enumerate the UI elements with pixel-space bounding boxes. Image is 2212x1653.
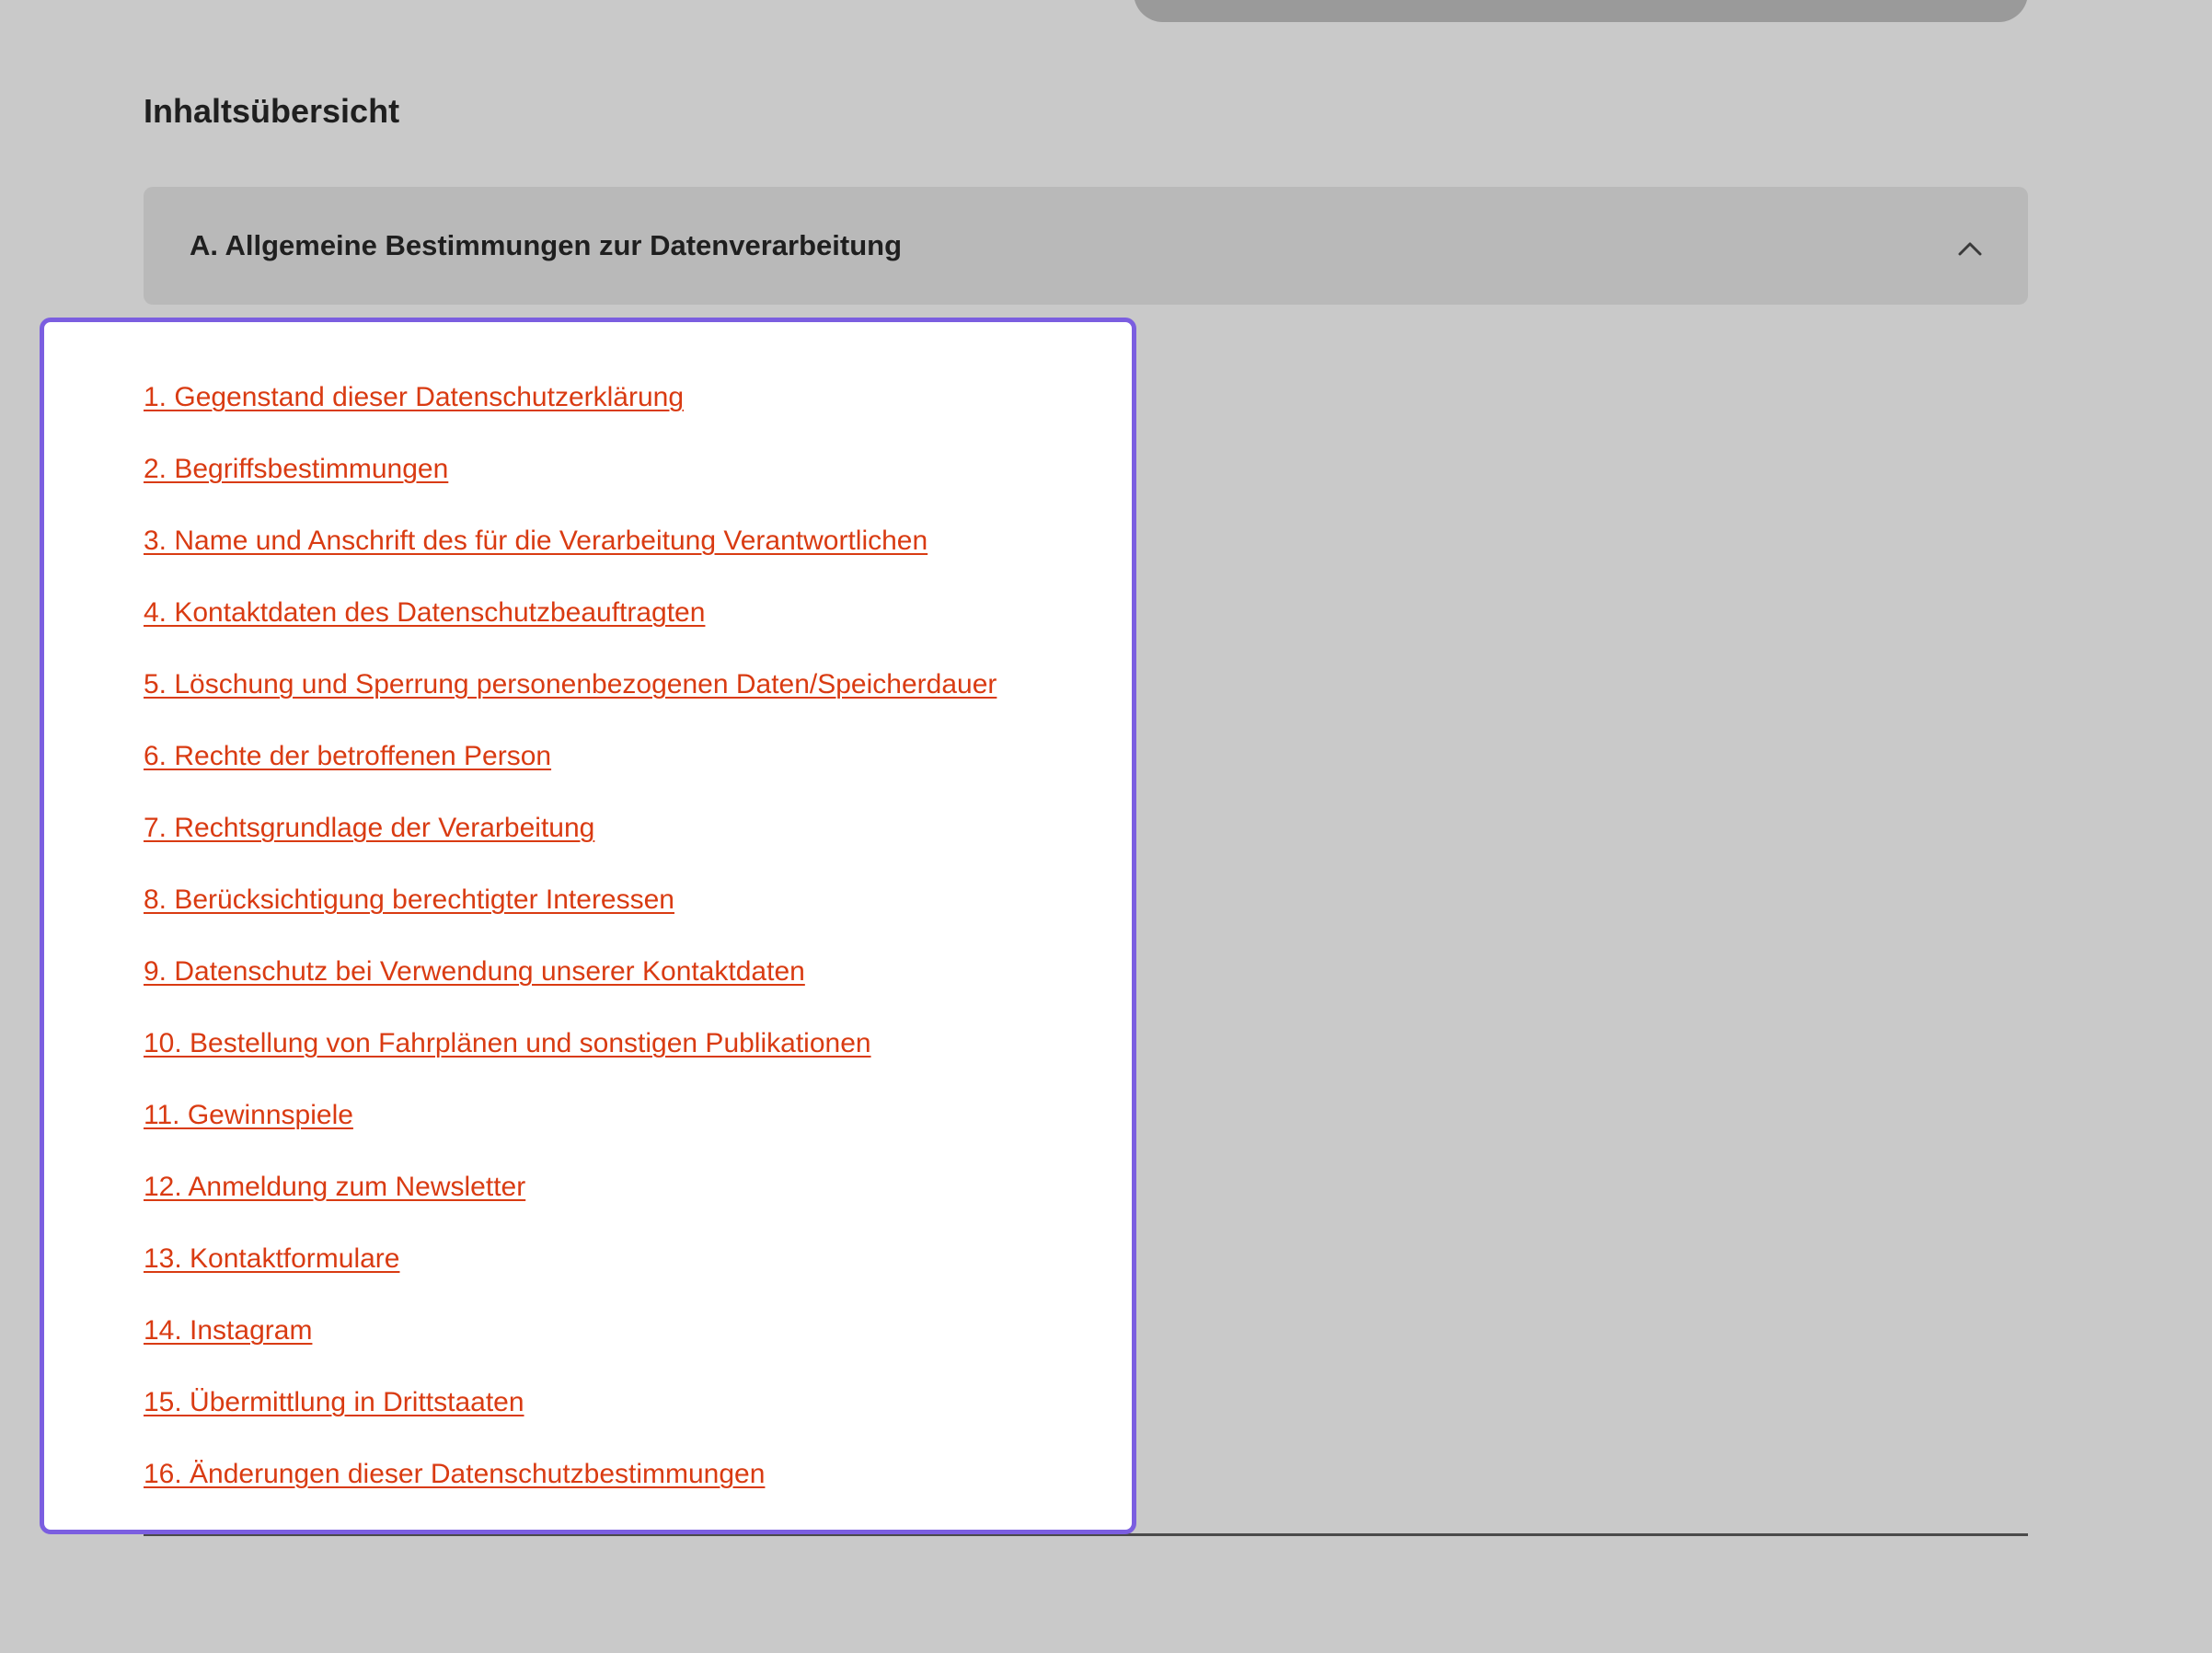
- toc-item: [144, 375, 684, 421]
- toc-item: [144, 662, 997, 708]
- toc-item: [144, 1451, 765, 1497]
- toc-item: [144, 518, 927, 564]
- toc-link-1[interactable]: 1. Gegenstand dieser Datenschutzerklärung: [144, 382, 685, 412]
- toc-link-10[interactable]: 10. Bestellung von Fahrplänen und sonstigen Publikationen: [144, 1028, 871, 1058]
- toc-link-11[interactable]: 11. Gewinnspiele: [144, 1100, 353, 1130]
- toc-link-6[interactable]: 6. Rechte der betroffenen Person: [144, 741, 552, 771]
- toc-item: [144, 734, 551, 780]
- toc-item: [144, 1021, 871, 1067]
- toc-link-5[interactable]: 5. Löschung und Sperrung personenbezogenen Daten/Speicherdauer: [144, 669, 997, 699]
- toc-item: [144, 446, 448, 492]
- accordion-title: A. Allgemeine Bestimmungen zur Datenverarbeitung: [190, 229, 903, 261]
- toc-link-7[interactable]: 7. Rechtsgrundlage der Verarbeitung: [144, 813, 595, 843]
- toc-item: [144, 877, 674, 923]
- toc-link-2[interactable]: 2. Begriffsbestimmungen: [144, 454, 449, 484]
- toc-item: [144, 1380, 524, 1426]
- toc-link-8[interactable]: 8. Berücksichtigung berechtigter Interessen: [144, 884, 674, 915]
- toc-item: [144, 949, 805, 995]
- toc-link-3[interactable]: 3. Name und Anschrift des für die Verarbeitung Verantwortlichen: [144, 526, 928, 556]
- toc-item: [144, 1164, 525, 1210]
- top-pill-button[interactable]: [1134, 0, 2028, 22]
- toc-link-9[interactable]: 9. Datenschutz bei Verwendung unserer Kontaktdaten: [144, 956, 805, 987]
- accordion-header[interactable]: [144, 187, 2028, 305]
- toc-link-15[interactable]: 15. Übermittlung in Drittstaaten: [144, 1387, 524, 1417]
- toc-item: [144, 805, 594, 851]
- section-heading: Inhaltsübersicht: [144, 92, 400, 130]
- toc-panel: [40, 318, 1136, 1534]
- toc-link-13[interactable]: 13. Kontaktformulare: [144, 1243, 400, 1274]
- toc-link-4[interactable]: 4. Kontaktdaten des Datenschutzbeauftragten: [144, 597, 706, 628]
- toc-item: [144, 1236, 399, 1282]
- toc-item: [144, 1092, 353, 1139]
- toc-item: [144, 1308, 312, 1354]
- toc-link-14[interactable]: 14. Instagram: [144, 1315, 313, 1346]
- toc-item: [144, 590, 705, 636]
- chevron-up-icon: [1958, 237, 1982, 260]
- toc-link-16[interactable]: 16. Änderungen dieser Datenschutzbestimmungen: [144, 1459, 766, 1489]
- toc-link-12[interactable]: 12. Anmeldung zum Newsletter: [144, 1172, 526, 1202]
